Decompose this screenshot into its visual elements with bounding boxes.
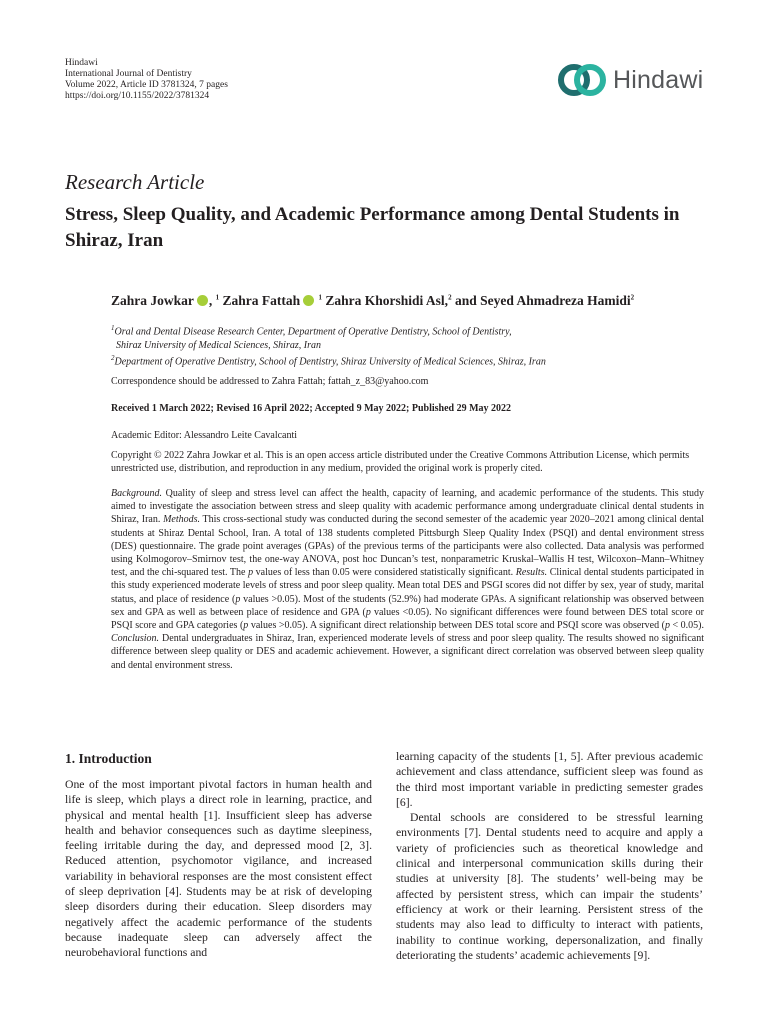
publication-dates: Received 1 March 2022; Revised 16 April 2022; Accepted 9 May 2022; Published 29 May 2022 <box>111 403 512 414</box>
copyright-notice: Copyright © 2022 Zahra Jowkar et al. This is an open access article distributed under the Creative Commons Attribution License, which permits unrestricted use, distribution, and reproduction in any medium, provided the original work is properly cited. <box>111 450 690 474</box>
volume-info: Volume 2022, Article ID 3781324, 7 pages <box>65 80 228 90</box>
hindawi-rings-icon <box>557 60 607 100</box>
hindawi-logo <box>557 60 703 100</box>
body-column-right <box>396 749 703 963</box>
journal-name: International Journal of Dentistry <box>65 69 192 79</box>
author-affiliation-sup: 1 <box>215 293 220 302</box>
author-affiliation-sup: 2 <box>630 293 635 302</box>
author-name: Seyed Ahmadreza Hamidi <box>480 293 631 308</box>
body-paragraph: Dental schools are considered to be stressful learning environments [7]. Dental students need to acquire and apply a variety of proficiencies such as theoretical knowledge and clinical and interpersonal communication skills during their studies at university [8]. The students’ well-being may be affected by persistent stress, which can impair the students’ efficiency at work or their learning. Persistent stress of the students may also lead to difficulty to interact with patients, inability to continue working, depersonalization, and finally deteriorating the students’ academic achievements [9]. <box>396 811 703 962</box>
abstract-label-methods: Methods. <box>163 514 201 526</box>
journal-meta <box>65 58 228 102</box>
author-list: Zahra Jowkar , $^1$ Zahra Fattah $^1$ Zahra Khorshidi Asl,$^2$ and Seyed Ahmadreza Hamidi$^2$ <box>111 293 635 308</box>
doi-link[interactable]: https://doi.org/10.1155/2022/3781324 <box>65 91 210 101</box>
author-name: Zahra Jowkar <box>111 293 194 308</box>
author-affiliation-sup: 2 <box>448 293 452 302</box>
affiliation-1-cont: Shiraz University of Medical Sciences, Shiraz, Iran <box>116 339 321 351</box>
abstract-label-background: Background. <box>111 488 163 499</box>
abstract: Background. Quality of sleep and stress level can affect the health, capacity of learning, and academic performance of the students. This study aimed to investigate the association between stress and sleep quality with academic performance among undergraduate clinical dental students in Shiraz, Iran. Methods. This cross-sectional study was conducted during the second semester of the academic year 2020–2021 among clinical dental students at Shiraz Dental School, Iran. A total of 138 students completed Pittsburgh Sleep Quality Index (PSQI) and dental environment stress (DES) questionnaire. The grade point averages (GPAs) of the previous terms of the participants were also collected. Data analysis was performed using Kolmogorov–Smirnov test, the one-way ANOVA, post hoc Duncan’s test, nonparametric Kruskal–Wallis H test, Wilcoxon–Mann–Whitney test, and the chi-squared test. The p values of less than 0.05 were considered statistically significant. Results. Clinical dental students participated in this study experienced moderate levels of stress and poor sleep quality. Mean total DES and PSGI scores did not differ by sex, year of study, marital status, and place of residence (p values >0.05). Most of the students (52.9%) had moderate GPAs. A significant relationship was observed between sex and GPA as well as between place of residence and GPA (p values <0.05). No significant differences were found between DES total score or PSQI score and GPA categories (p values >0.05). A significant direct relationship between DES total score and PSQI score was observed (p < 0.05). Conclusion. Dental undergraduates in Shiraz, Iran, experienced moderate levels of stress and poor sleep quality. The results showed no significant difference between sleep quality or DES and academic achievement. However, a significant direct correlation was observed between sleep quality and dental environment stress. <box>111 488 705 671</box>
orcid-icon[interactable] <box>197 295 208 306</box>
abstract-label-results: Results. <box>515 567 548 579</box>
author-name: Zahra Khorshidi Asl, <box>325 293 449 308</box>
article-title: Stress, Sleep Quality, and Academic Performance among Dental Students in Shiraz, Iran <box>65 204 680 251</box>
affiliations <box>111 322 546 369</box>
academic-editor: Academic Editor: Alessandro Leite Cavalcanti <box>111 430 298 441</box>
author-name: Zahra Fattah <box>222 293 301 308</box>
affiliation-2: $^2$Department of Operative Dentistry, School of Dentistry, Shiraz University of Medical Sciences, Shiraz, Iran <box>111 354 546 368</box>
body-paragraph: learning capacity of the students [1, 5]. After previous academic achievement and class attendance, sufficient sleep was found as the third most important variable in predicting semester grades [6]. <box>396 750 703 809</box>
section-heading-introduction: 1. Introduction <box>65 751 152 766</box>
abstract-label-conclusion: Conclusion. <box>111 633 160 645</box>
logo-wordmark: Hindawi <box>613 65 704 94</box>
orcid-icon[interactable] <box>303 295 314 306</box>
body-paragraph: One of the most important pivotal factors in human health and life is sleep, which plays a direct role in learning, practice, and physical and mental health [1]. Insufficient sleep has adverse health and behavior consequences such as daytime sleepiness, feeling irritable during the day, and depressed mood [2, 3]. Reduced attention, psychomotor vigilance, and increased variability in behavioral responses are the most consistent effect of sleep deprivation [4]. Students may be at risk of developing sleep disorders during their education. Sleep disorders may negatively affect the academic performance of the students because inadequate sleep can adversely affect the neurobehavioral functions and <box>65 778 372 960</box>
article-type: Research Article <box>65 170 205 194</box>
author-affiliation-sup: 1 <box>318 293 323 302</box>
correspondence: Correspondence should be addressed to Zahra Fattah; fattah_z_83@yahoo.com <box>111 376 429 387</box>
affiliation-1: $^1$Oral and Dental Disease Research Center, Department of Operative Dentistry, School of Dentistry, <box>111 324 512 338</box>
publisher-name: Hindawi <box>65 58 98 68</box>
body-column-left <box>65 777 372 961</box>
